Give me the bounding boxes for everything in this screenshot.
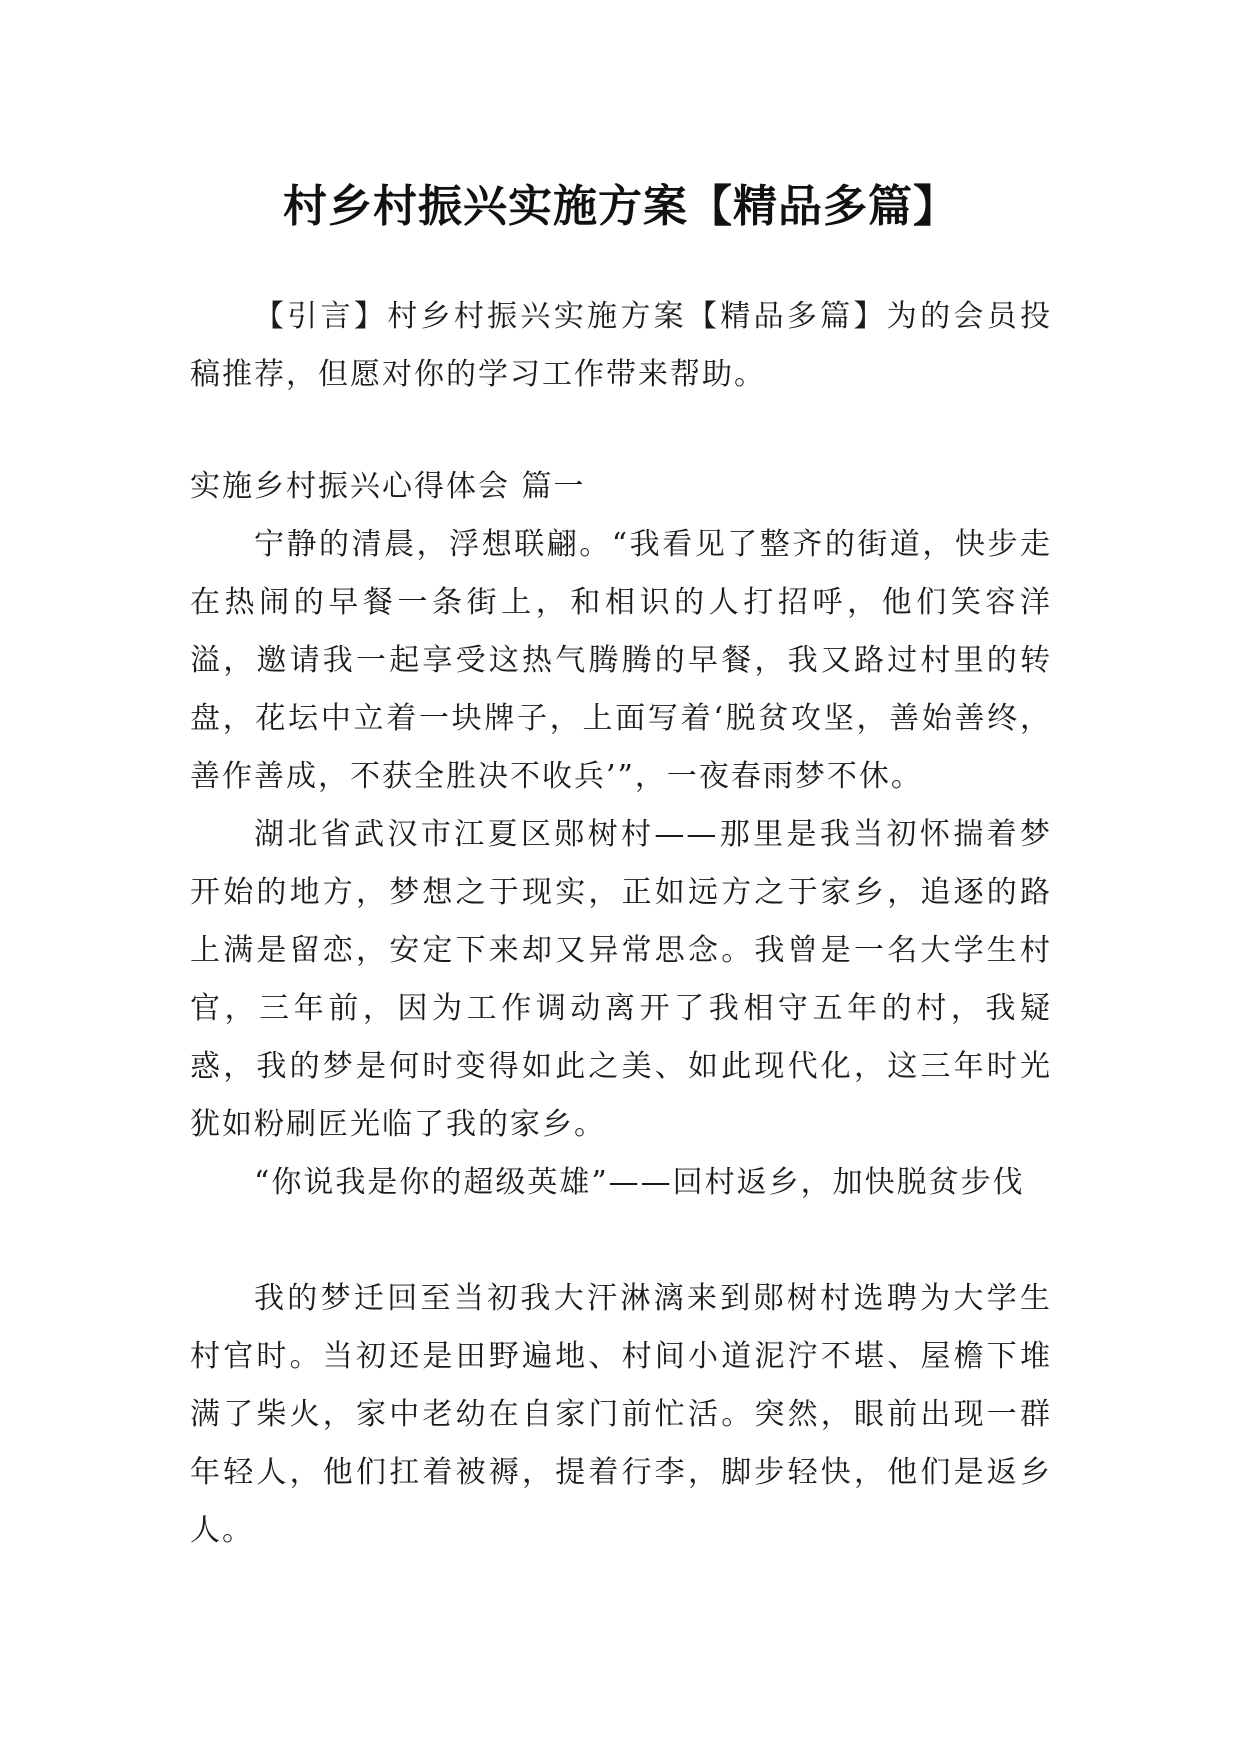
body-paragraph: 宁静的清晨，浮想联翩。“我看见了整齐的街道，快步走在热闹的早餐一条街上，和相识的人打招呼，他们笑容洋溢，邀请我一起享受这热气腾腾的早餐，我又路过村里的转盘，花坛中立着一块牌子，上面写着‘脱贫攻坚，善始善终，善作善成，不获全胜决不收兵’”，一夜春雨梦不休。 xyxy=(190,527,1052,794)
body-paragraph: 湖北省武汉市江夏区郧树村——那里是我当初怀揣着梦开始的地方，梦想之于现实，正如远方之于家乡，追逐的路上满是留恋，安定下来却又异常思念。我曾是一名大学生村官，三年前，因为工作调动离开了我相守五年的村，我疑惑，我的梦是何时变得如此之美、如此现代化，这三年时光犹如粉刷匠光临了我的家乡。 xyxy=(190,817,1052,1142)
intro-paragraph: 【引言】村乡村振兴实施方案【精品多篇】为的会员投稿推荐，但愿对你的学习工作带来帮助。 xyxy=(190,299,1052,392)
document-title: 村乡村振兴实施方案【精品多篇】 xyxy=(283,181,958,233)
subheading-paragraph: “你说我是你的超级英雄”——回村返乡，加快脱贫步伐 xyxy=(254,1165,1025,1200)
body-paragraph: 我的梦迁回至当初我大汗淋漓来到郧树村选聘为大学生村官时。当初还是田野遍地、村间小道泥泞不堪、屋檐下堆满了柴火，家中老幼在自家门前忙活。突然，眼前出现一群年轻人，他们扛着被褥，提着行李，脚步轻快，他们是返乡人。 xyxy=(190,1281,1052,1548)
section-heading: 实施乡村振兴心得体会 篇一 xyxy=(190,469,586,504)
